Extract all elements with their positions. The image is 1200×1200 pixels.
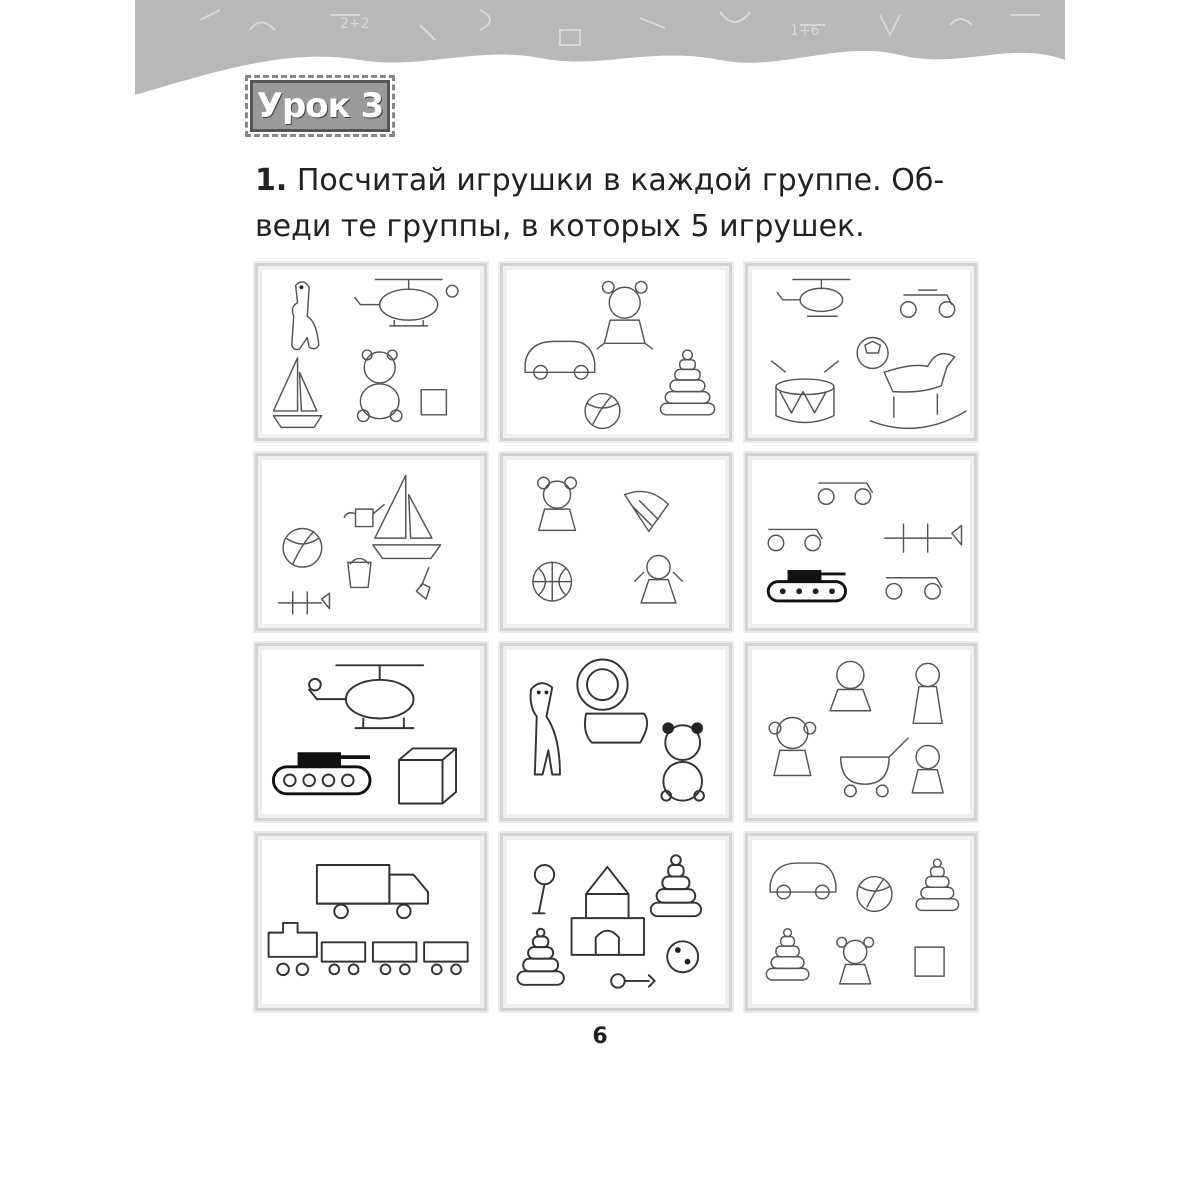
pyramid-icon <box>660 350 714 415</box>
sailboat-icon <box>373 475 441 558</box>
teddy-bear-icon <box>357 350 401 422</box>
doll-icon <box>912 746 943 793</box>
helicopter-icon <box>309 665 423 728</box>
cube-icon <box>915 947 944 976</box>
page-number: 6 <box>592 1024 608 1049</box>
toy-group-4[interactable] <box>255 453 487 631</box>
ball-icon <box>857 877 892 912</box>
task-text-line1: Посчитай игрушки в каждой группе. Об- <box>296 163 945 198</box>
drum-icon <box>771 361 839 423</box>
ball-icon <box>857 338 888 369</box>
giraffe-icon <box>531 683 560 774</box>
ball-rattle-icon <box>667 941 698 972</box>
svg-text:2+2: 2+2 <box>340 16 370 32</box>
tank-icon <box>273 752 370 794</box>
quad-bike-icon <box>886 578 942 599</box>
doll-icon <box>769 718 815 776</box>
quad-bike-icon <box>901 290 955 317</box>
doll-icon <box>538 477 577 530</box>
task-text-line2: веди те группы, в которых 5 игрушек. <box>255 209 865 244</box>
rattle-icon <box>611 974 654 988</box>
giraffe-icon <box>292 282 319 350</box>
top-banner <box>0 0 1200 120</box>
quad-bike-icon <box>818 483 872 504</box>
toy-group-2[interactable] <box>500 263 732 441</box>
task-instruction <box>255 158 995 250</box>
tank-icon <box>768 570 845 601</box>
doll-icon <box>634 556 682 603</box>
block-castle-icon <box>572 867 644 955</box>
helicopter-icon <box>777 280 850 317</box>
toy-groups-grid <box>255 263 977 1008</box>
train-icon <box>269 923 468 975</box>
car-icon <box>770 863 836 899</box>
ball-icon <box>283 528 322 567</box>
car-icon <box>525 341 595 379</box>
doll-icon <box>830 661 871 710</box>
toy-group-11[interactable] <box>500 833 732 1011</box>
sailboat-icon <box>273 358 321 428</box>
rocking-horse-icon <box>870 354 967 429</box>
cube-icon <box>421 390 446 415</box>
toy-group-1[interactable] <box>255 263 487 441</box>
pyramid-icon <box>916 859 959 910</box>
pyramid-icon <box>651 855 701 916</box>
bucket-icon <box>348 558 371 587</box>
basketball-icon <box>533 562 572 601</box>
svg-text:1+6: 1+6 <box>790 23 820 39</box>
toy-group-12[interactable] <box>745 833 977 1011</box>
doll-icon <box>597 281 653 349</box>
lion-icon <box>577 660 647 743</box>
truck-icon <box>317 865 428 918</box>
toy-group-6[interactable] <box>745 453 977 631</box>
toy-group-3[interactable] <box>745 263 977 441</box>
toy-group-8[interactable] <box>500 643 732 821</box>
ball-icon <box>585 394 620 429</box>
cube-icon <box>399 748 456 803</box>
quad-bike-icon <box>768 529 822 550</box>
lesson-label: Урок 3 <box>256 86 384 126</box>
airplane-icon <box>884 524 961 553</box>
doll-icon <box>837 937 874 983</box>
rattle-icon <box>533 865 554 913</box>
toy-group-10[interactable] <box>255 833 487 1011</box>
panda-icon <box>661 722 704 800</box>
pyramid-icon <box>766 929 809 980</box>
doll-icon <box>913 663 942 723</box>
task-number: 1. <box>255 163 288 198</box>
airplane-icon <box>278 591 329 614</box>
helicopter-icon <box>355 280 458 326</box>
shovel-icon <box>416 567 430 599</box>
spinning-top-icon <box>625 491 668 531</box>
toy-group-9[interactable] <box>745 643 977 821</box>
toy-group-5[interactable] <box>500 453 732 631</box>
watering-can-icon <box>344 504 385 526</box>
toy-group-7[interactable] <box>255 643 487 821</box>
stroller-icon <box>841 738 909 797</box>
pyramid-icon <box>517 929 563 985</box>
lesson-badge <box>250 80 390 132</box>
